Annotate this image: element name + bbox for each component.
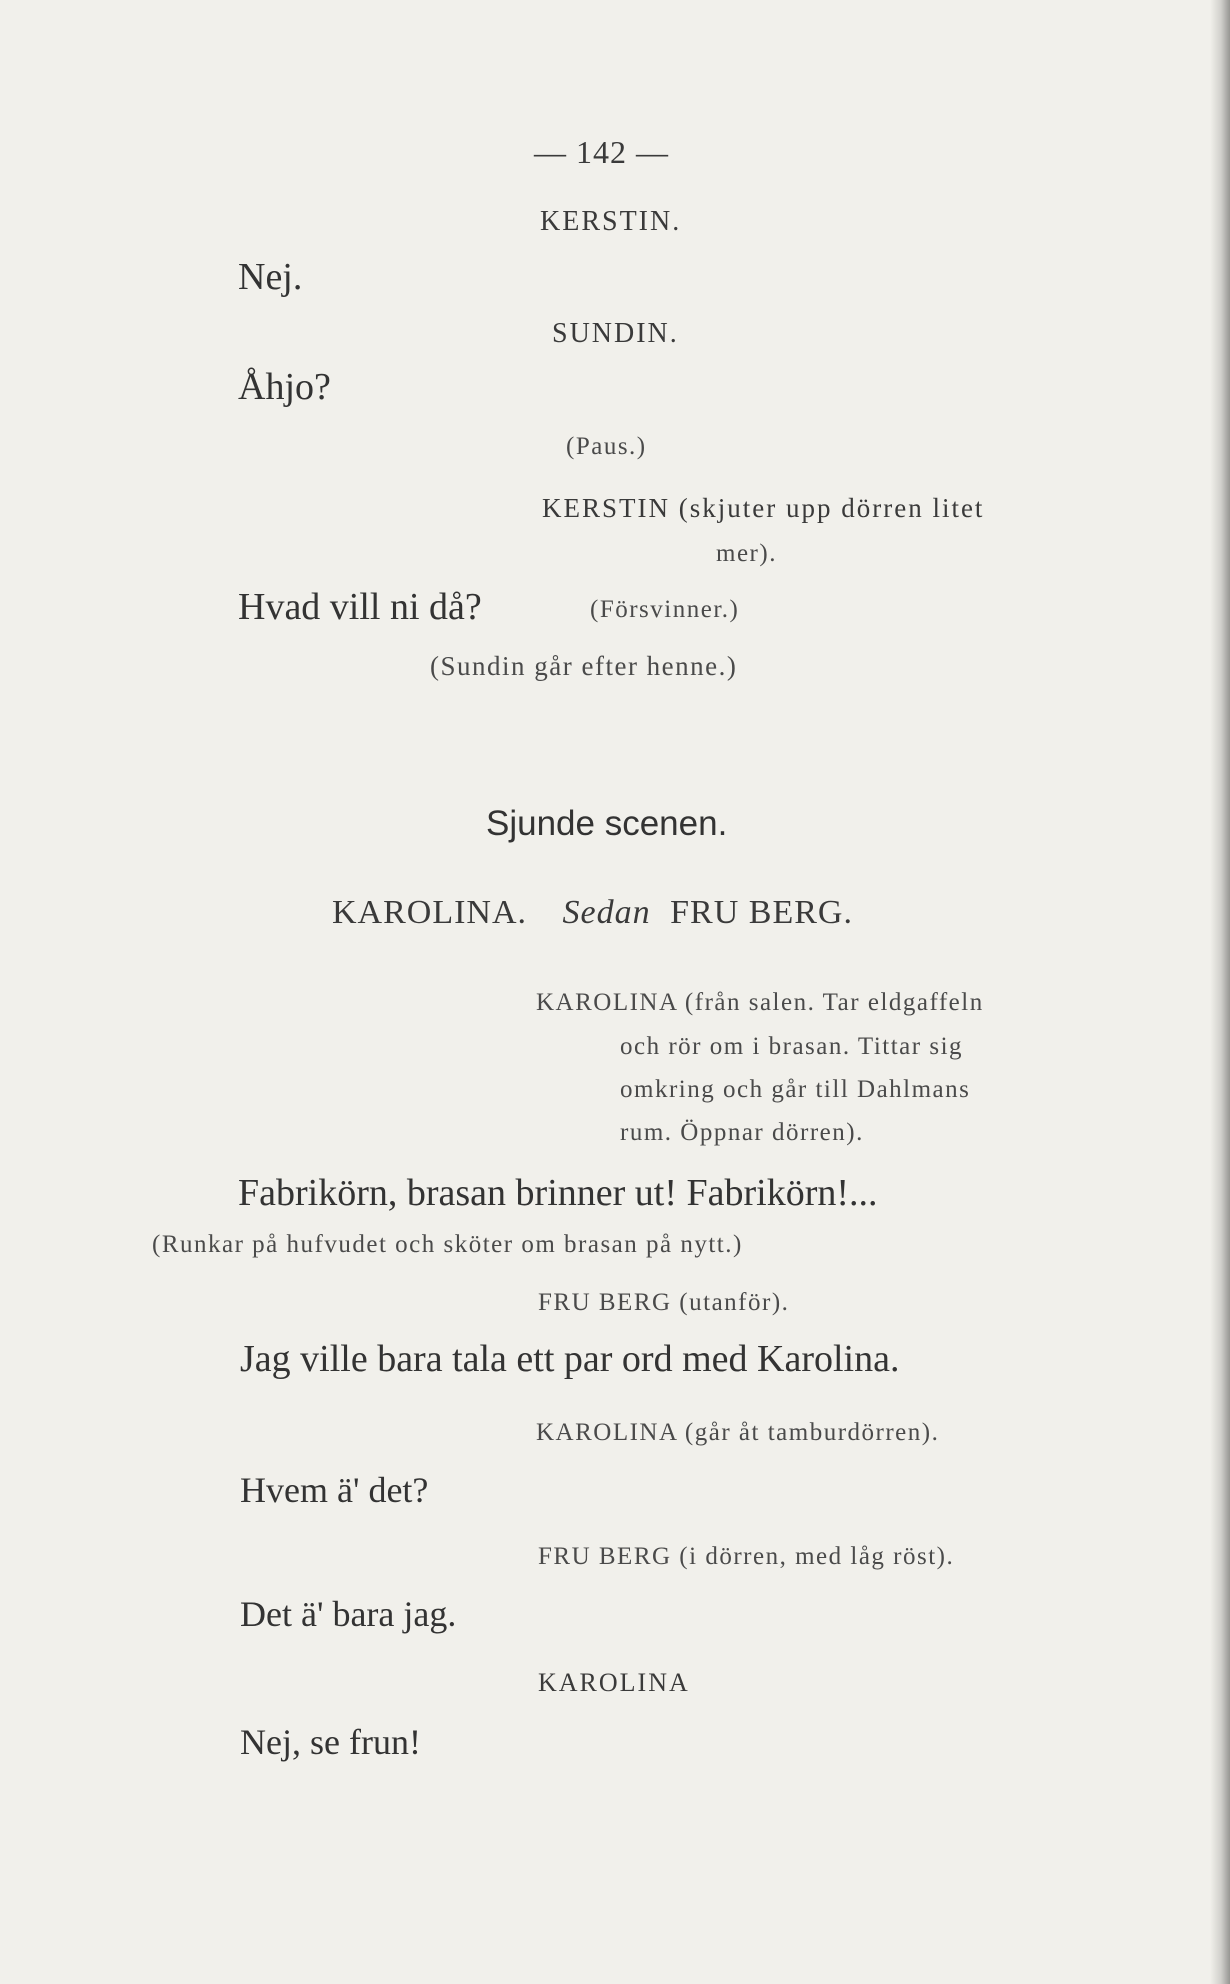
- dialogue-line: Det ä' bara jag.: [240, 1594, 457, 1634]
- dialogue-line: Nej.: [238, 256, 303, 298]
- dialogue-line: Jag ville bara tala ett par ord med Karolina.: [240, 1338, 900, 1380]
- cast-name: FRU BERG.: [670, 894, 853, 931]
- dialogue-line: Fabrikörn, brasan brinner ut! Fabrikörn!...: [238, 1172, 878, 1214]
- stage-direction: (Försvinner.): [590, 596, 740, 623]
- cast-connector: Sedan: [562, 894, 651, 931]
- speaker-karolina: KAROLINA: [538, 1668, 690, 1697]
- speaker-karolina-direction: KAROLINA (går åt tamburdörren).: [536, 1419, 940, 1446]
- stage-direction: rum. Öppnar dörren).: [620, 1119, 864, 1146]
- page-number: — 142 —: [534, 134, 669, 170]
- dialogue-line: Nej, se frun!: [240, 1722, 421, 1762]
- stage-direction: mer).: [716, 540, 777, 567]
- speaker-fru-berg-direction: FRU BERG (i dörren, med låg röst).: [538, 1543, 955, 1570]
- stage-direction: och rör om i brasan. Tittar sig: [620, 1033, 964, 1060]
- speaker-fru-berg-direction: FRU BERG (utanför).: [538, 1289, 790, 1316]
- scene-heading: Sjunde scenen.: [486, 804, 728, 843]
- speaker-sundin: SUNDIN.: [552, 318, 679, 349]
- speaker-kerstin: KERSTIN.: [540, 206, 682, 237]
- cast-list: [332, 896, 853, 930]
- cast-name: KAROLINA.: [332, 894, 528, 931]
- speaker-kerstin-direction: KERSTIN (skjuter upp dörren litet: [542, 493, 985, 523]
- stage-direction: (Sundin går efter henne.): [430, 651, 738, 681]
- stage-direction: omkring och går till Dahlmans: [620, 1076, 971, 1103]
- dialogue-line: Åhjo?: [238, 366, 331, 408]
- dialogue-line: Hvem ä' det?: [240, 1470, 429, 1510]
- dialogue-line: Hvad vill ni då?: [238, 586, 482, 628]
- page-edge-shadow: [1210, 0, 1230, 1984]
- speaker-karolina-direction: KAROLINA (från salen. Tar eldgaffeln: [536, 989, 984, 1016]
- stage-direction: (Paus.): [566, 433, 647, 460]
- stage-direction: (Runkar på hufvudet och sköter om brasan på nytt.): [152, 1231, 743, 1258]
